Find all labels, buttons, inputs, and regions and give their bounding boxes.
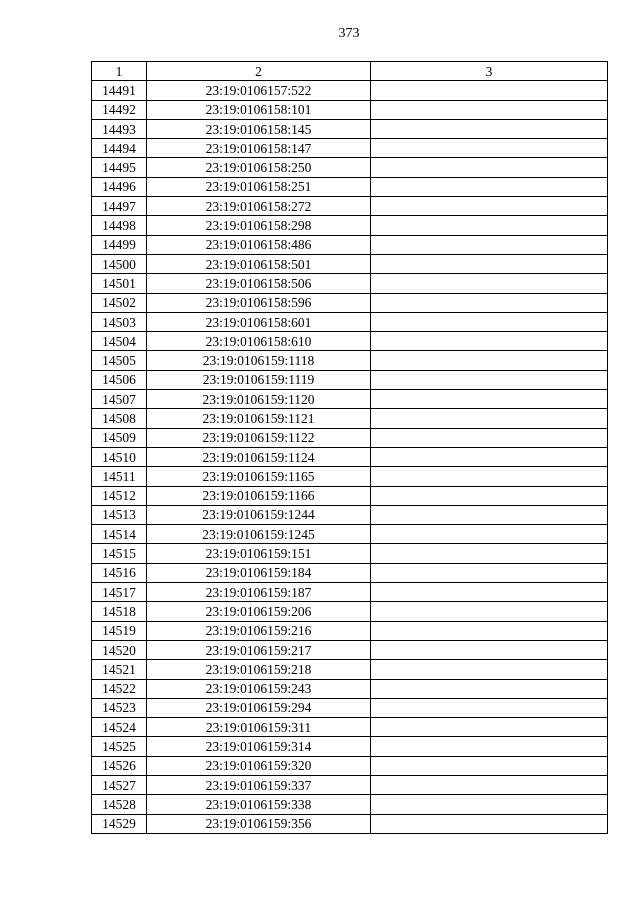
table-row bbox=[92, 795, 608, 814]
cell-row-number: 14516 bbox=[92, 563, 147, 582]
cell-note bbox=[371, 525, 608, 544]
table-row bbox=[92, 467, 608, 486]
table-row bbox=[92, 698, 608, 717]
cell-cadastral-number: 23:19:0106159:151 bbox=[147, 544, 371, 563]
cell-cadastral-number: 23:19:0106159:1124 bbox=[147, 447, 371, 466]
cell-cadastral-number: 23:19:0106159:206 bbox=[147, 602, 371, 621]
cell-cadastral-number: 23:19:0106159:218 bbox=[147, 660, 371, 679]
cell-note bbox=[371, 505, 608, 524]
cell-row-number: 14528 bbox=[92, 795, 147, 814]
table-row bbox=[92, 640, 608, 659]
cell-note bbox=[371, 158, 608, 177]
cell-row-number: 14505 bbox=[92, 351, 147, 370]
cell-note bbox=[371, 467, 608, 486]
table-row bbox=[92, 660, 608, 679]
cell-note bbox=[371, 486, 608, 505]
cell-row-number: 14514 bbox=[92, 525, 147, 544]
cell-cadastral-number: 23:19:0106158:145 bbox=[147, 119, 371, 138]
table-row bbox=[92, 274, 608, 293]
cell-cadastral-number: 23:19:0106158:601 bbox=[147, 312, 371, 331]
cell-note bbox=[371, 370, 608, 389]
table-row bbox=[92, 621, 608, 640]
cell-note bbox=[371, 409, 608, 428]
table-row bbox=[92, 525, 608, 544]
table-row bbox=[92, 814, 608, 833]
table-row bbox=[92, 197, 608, 216]
cell-cadastral-number: 23:19:0106159:1244 bbox=[147, 505, 371, 524]
cell-cadastral-number: 23:19:0106159:1120 bbox=[147, 390, 371, 409]
table-row bbox=[92, 756, 608, 775]
cell-row-number: 14499 bbox=[92, 235, 147, 254]
register-table bbox=[91, 61, 608, 834]
cell-cadastral-number: 23:19:0106158:610 bbox=[147, 332, 371, 351]
table-row bbox=[92, 100, 608, 119]
cell-row-number: 14503 bbox=[92, 312, 147, 331]
table-row bbox=[92, 563, 608, 582]
cell-note bbox=[371, 216, 608, 235]
cell-note bbox=[371, 177, 608, 196]
cell-note bbox=[371, 390, 608, 409]
cell-note bbox=[371, 660, 608, 679]
cell-note bbox=[371, 563, 608, 582]
table-row bbox=[92, 177, 608, 196]
cell-row-number: 14522 bbox=[92, 679, 147, 698]
cell-row-number: 14492 bbox=[92, 100, 147, 119]
cell-row-number: 14509 bbox=[92, 428, 147, 447]
cell-note bbox=[371, 447, 608, 466]
table-row bbox=[92, 679, 608, 698]
cell-note bbox=[371, 235, 608, 254]
table-row bbox=[92, 293, 608, 312]
cell-row-number: 14523 bbox=[92, 698, 147, 717]
cell-row-number: 14529 bbox=[92, 814, 147, 833]
cell-note bbox=[371, 737, 608, 756]
cell-row-number: 14513 bbox=[92, 505, 147, 524]
cell-cadastral-number: 23:19:0106159:356 bbox=[147, 814, 371, 833]
cell-row-number: 14519 bbox=[92, 621, 147, 640]
cell-note bbox=[371, 602, 608, 621]
cell-row-number: 14525 bbox=[92, 737, 147, 756]
cell-cadastral-number: 23:19:0106158:101 bbox=[147, 100, 371, 119]
cell-cadastral-number: 23:19:0106159:187 bbox=[147, 583, 371, 602]
table-body bbox=[92, 81, 608, 834]
cell-note bbox=[371, 698, 608, 717]
cell-cadastral-number: 23:19:0106159:1121 bbox=[147, 409, 371, 428]
cell-cadastral-number: 23:19:0106158:506 bbox=[147, 274, 371, 293]
table-row bbox=[92, 428, 608, 447]
cell-note bbox=[371, 795, 608, 814]
table-row bbox=[92, 351, 608, 370]
cell-note bbox=[371, 312, 608, 331]
table-row bbox=[92, 775, 608, 794]
cell-cadastral-number: 23:19:0106158:250 bbox=[147, 158, 371, 177]
cell-cadastral-number: 23:19:0106158:486 bbox=[147, 235, 371, 254]
cell-row-number: 14511 bbox=[92, 467, 147, 486]
cell-row-number: 14512 bbox=[92, 486, 147, 505]
cell-row-number: 14521 bbox=[92, 660, 147, 679]
page-number: 373 bbox=[338, 26, 360, 41]
cell-note bbox=[371, 583, 608, 602]
cell-row-number: 14518 bbox=[92, 602, 147, 621]
cell-row-number: 14524 bbox=[92, 718, 147, 737]
table-row bbox=[92, 235, 608, 254]
cell-note bbox=[371, 139, 608, 158]
cell-row-number: 14526 bbox=[92, 756, 147, 775]
cell-row-number: 14498 bbox=[92, 216, 147, 235]
cell-cadastral-number: 23:19:0106157:522 bbox=[147, 81, 371, 100]
cell-row-number: 14504 bbox=[92, 332, 147, 351]
cell-cadastral-number: 23:19:0106159:1165 bbox=[147, 467, 371, 486]
cell-cadastral-number: 23:19:0106159:337 bbox=[147, 775, 371, 794]
column-header-3: 3 bbox=[371, 62, 608, 81]
cell-row-number: 14520 bbox=[92, 640, 147, 659]
table-row bbox=[92, 447, 608, 466]
cell-cadastral-number: 23:19:0106159:338 bbox=[147, 795, 371, 814]
cell-note bbox=[371, 332, 608, 351]
table-row bbox=[92, 119, 608, 138]
cell-row-number: 14500 bbox=[92, 254, 147, 273]
cell-note bbox=[371, 814, 608, 833]
column-header-2: 2 bbox=[147, 62, 371, 81]
cell-row-number: 14493 bbox=[92, 119, 147, 138]
cell-cadastral-number: 23:19:0106158:251 bbox=[147, 177, 371, 196]
cell-cadastral-number: 23:19:0106159:294 bbox=[147, 698, 371, 717]
cell-cadastral-number: 23:19:0106159:243 bbox=[147, 679, 371, 698]
cell-row-number: 14495 bbox=[92, 158, 147, 177]
cell-note bbox=[371, 718, 608, 737]
table-row bbox=[92, 505, 608, 524]
table-row bbox=[92, 332, 608, 351]
cell-note bbox=[371, 621, 608, 640]
cell-row-number: 14527 bbox=[92, 775, 147, 794]
cell-note bbox=[371, 197, 608, 216]
cell-note bbox=[371, 293, 608, 312]
table-row bbox=[92, 486, 608, 505]
cell-row-number: 14496 bbox=[92, 177, 147, 196]
cell-row-number: 14510 bbox=[92, 447, 147, 466]
table-row bbox=[92, 409, 608, 428]
cell-cadastral-number: 23:19:0106158:501 bbox=[147, 254, 371, 273]
cell-cadastral-number: 23:19:0106159:184 bbox=[147, 563, 371, 582]
table-row bbox=[92, 583, 608, 602]
column-header-1: 1 bbox=[92, 62, 147, 81]
table-row bbox=[92, 158, 608, 177]
cell-note bbox=[371, 81, 608, 100]
table-row bbox=[92, 81, 608, 100]
cell-cadastral-number: 23:19:0106159:1118 bbox=[147, 351, 371, 370]
cell-row-number: 14508 bbox=[92, 409, 147, 428]
cell-note bbox=[371, 775, 608, 794]
cell-cadastral-number: 23:19:0106158:272 bbox=[147, 197, 371, 216]
cell-cadastral-number: 23:19:0106159:311 bbox=[147, 718, 371, 737]
table-row bbox=[92, 737, 608, 756]
table-row bbox=[92, 390, 608, 409]
table-row bbox=[92, 718, 608, 737]
cell-row-number: 14494 bbox=[92, 139, 147, 158]
cell-cadastral-number: 23:19:0106158:596 bbox=[147, 293, 371, 312]
table-row bbox=[92, 370, 608, 389]
cell-note bbox=[371, 679, 608, 698]
cell-cadastral-number: 23:19:0106159:1119 bbox=[147, 370, 371, 389]
cell-row-number: 14501 bbox=[92, 274, 147, 293]
cell-note bbox=[371, 119, 608, 138]
table-row bbox=[92, 544, 608, 563]
cell-cadastral-number: 23:19:0106159:1245 bbox=[147, 525, 371, 544]
table-row bbox=[92, 139, 608, 158]
cell-note bbox=[371, 274, 608, 293]
header-row bbox=[92, 62, 608, 81]
cell-row-number: 14506 bbox=[92, 370, 147, 389]
cell-note bbox=[371, 428, 608, 447]
cell-cadastral-number: 23:19:0106158:298 bbox=[147, 216, 371, 235]
cell-cadastral-number: 23:19:0106159:217 bbox=[147, 640, 371, 659]
cell-note bbox=[371, 640, 608, 659]
cell-cadastral-number: 23:19:0106159:320 bbox=[147, 756, 371, 775]
cell-cadastral-number: 23:19:0106159:1122 bbox=[147, 428, 371, 447]
table-row bbox=[92, 602, 608, 621]
cell-cadastral-number: 23:19:0106159:216 bbox=[147, 621, 371, 640]
cell-row-number: 14517 bbox=[92, 583, 147, 602]
cell-note bbox=[371, 544, 608, 563]
cell-cadastral-number: 23:19:0106158:147 bbox=[147, 139, 371, 158]
cell-note bbox=[371, 351, 608, 370]
table-row bbox=[92, 254, 608, 273]
cell-cadastral-number: 23:19:0106159:314 bbox=[147, 737, 371, 756]
cell-note bbox=[371, 100, 608, 119]
cell-note bbox=[371, 756, 608, 775]
cell-row-number: 14515 bbox=[92, 544, 147, 563]
table-row bbox=[92, 312, 608, 331]
cell-row-number: 14491 bbox=[92, 81, 147, 100]
table-header bbox=[92, 62, 608, 81]
cell-note bbox=[371, 254, 608, 273]
table-row bbox=[92, 216, 608, 235]
cell-row-number: 14507 bbox=[92, 390, 147, 409]
cell-cadastral-number: 23:19:0106159:1166 bbox=[147, 486, 371, 505]
cell-row-number: 14497 bbox=[92, 197, 147, 216]
cell-row-number: 14502 bbox=[92, 293, 147, 312]
